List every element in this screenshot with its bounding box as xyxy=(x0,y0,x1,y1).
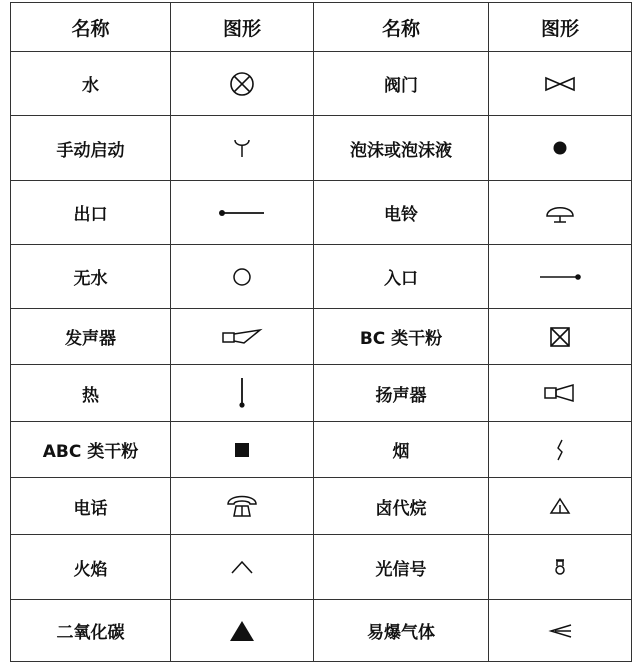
table-row xyxy=(11,600,632,662)
row-name-left: 水 xyxy=(11,52,171,116)
row-name-right: 扬声器 xyxy=(314,365,489,422)
row-name-left: 火焰 xyxy=(11,535,171,600)
row-name-right: 电铃 xyxy=(314,181,489,245)
header-row xyxy=(11,3,632,52)
row-name-left: ABC 类干粉 xyxy=(11,422,171,478)
line-dot-right-icon xyxy=(489,245,632,309)
sounder-icon xyxy=(171,309,314,365)
telephone-icon xyxy=(171,478,314,535)
table-row xyxy=(11,309,632,365)
row-name-left: 出口 xyxy=(11,181,171,245)
boxed-x-icon xyxy=(489,309,632,365)
light-signal-icon xyxy=(489,535,632,600)
row-name-right: 卤代烷 xyxy=(314,478,489,535)
row-name-right: 光信号 xyxy=(314,535,489,600)
filled-dot-icon xyxy=(489,116,632,181)
filled-square-icon xyxy=(171,422,314,478)
triangle-bar-icon xyxy=(489,478,632,535)
row-name-right: 阀门 xyxy=(314,52,489,116)
row-name-right: 烟 xyxy=(314,422,489,478)
dot-line-left-icon xyxy=(171,181,314,245)
speaker-icon xyxy=(489,365,632,422)
row-name-left: 电话 xyxy=(11,478,171,535)
bowtie-valve-icon xyxy=(489,52,632,116)
symbol-table xyxy=(10,2,632,662)
y-fork-icon xyxy=(171,116,314,181)
row-name-left: 手动启动 xyxy=(11,116,171,181)
table-row xyxy=(11,365,632,422)
filled-triangle-icon xyxy=(171,600,314,662)
row-name-right: 入口 xyxy=(314,245,489,309)
row-name-left: 发声器 xyxy=(11,309,171,365)
flame-caret-icon xyxy=(171,535,314,600)
smoke-icon xyxy=(489,422,632,478)
row-name-right: BC 类干粉 xyxy=(314,309,489,365)
header-name-right: 名称 xyxy=(314,3,489,52)
row-name-left: 热 xyxy=(11,365,171,422)
row-name-left: 二氧化碳 xyxy=(11,600,171,662)
table-row xyxy=(11,52,632,116)
header-name-left: 名称 xyxy=(11,3,171,52)
header-shape-left: 图形 xyxy=(171,3,314,52)
heat-icon xyxy=(171,365,314,422)
circle-cross-icon xyxy=(171,52,314,116)
table-row xyxy=(11,181,632,245)
row-name-right: 易爆气体 xyxy=(314,600,489,662)
table-row xyxy=(11,245,632,309)
header-shape-right: 图形 xyxy=(489,3,632,52)
table-row xyxy=(11,116,632,181)
table-row xyxy=(11,422,632,478)
empty-circle-icon xyxy=(171,245,314,309)
explosive-gas-icon xyxy=(489,600,632,662)
row-name-right: 泡沫或泡沫液 xyxy=(314,116,489,181)
row-name-left: 无水 xyxy=(11,245,171,309)
table-row xyxy=(11,535,632,600)
bell-icon xyxy=(489,181,632,245)
table-row xyxy=(11,478,632,535)
